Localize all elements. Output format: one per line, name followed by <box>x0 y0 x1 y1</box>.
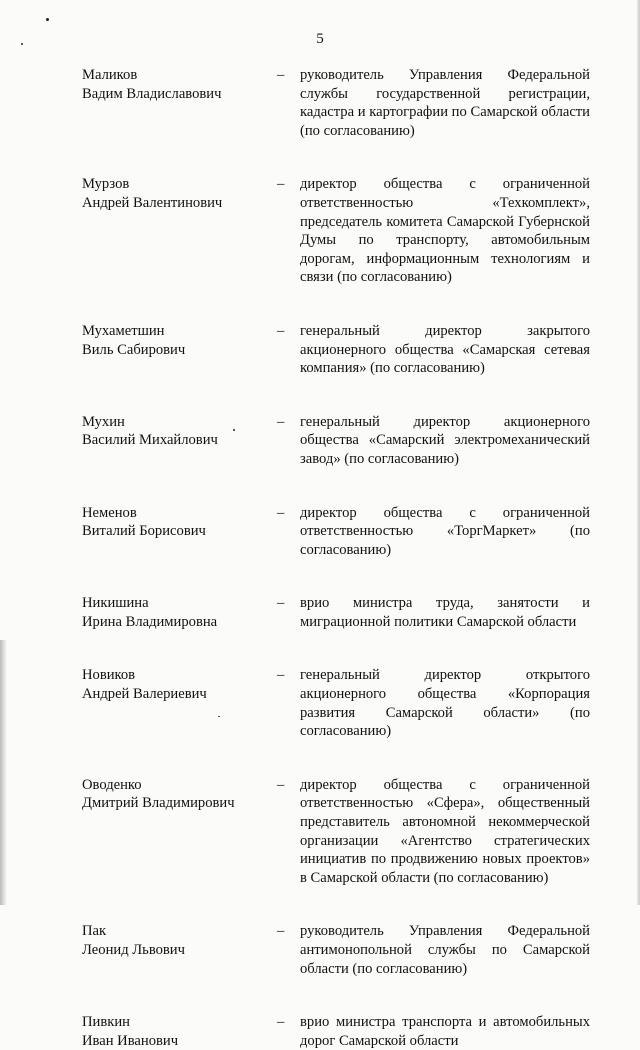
dash: – <box>277 67 285 83</box>
list-item <box>82 920 590 978</box>
given-names: Вадим Владиславович <box>82 85 222 102</box>
dash: – <box>277 1014 285 1031</box>
surname: Новиков <box>82 667 136 684</box>
surname: Оводенко <box>82 776 142 793</box>
scan-speck <box>46 18 49 21</box>
list-item <box>82 1011 590 1050</box>
list-item <box>82 173 590 287</box>
surname: Никишина <box>82 595 149 612</box>
person-name <box>82 66 272 103</box>
surname: Маликов <box>82 67 138 83</box>
position-description: врио министра транспорта и автомобильных дорог Самарской области <box>300 1014 590 1049</box>
scan-shadow <box>0 640 7 905</box>
position-description: генеральный директор закрытого акционерного общества «Самарская сетевая компания» (по согласованию) <box>300 322 590 377</box>
dash: – <box>277 322 285 339</box>
position-description: руководитель Управления Федеральной антимонопольной службы по Самарской области (по согласованию) <box>300 923 590 977</box>
person-name <box>82 666 272 703</box>
given-names: Ирина Владимировна <box>82 613 218 630</box>
position-description: директор общества с ограниченной ответственностью «Техкомплект», председатель комитета Самарской Губернской Думы по транспорту, автомобильным дорогам, информационным технологиям и связи (по согласованию) <box>300 176 590 286</box>
person-name <box>82 413 272 450</box>
dash: – <box>277 776 285 793</box>
surname: Неменов <box>82 504 137 521</box>
list-item <box>82 64 590 140</box>
surname: Мухаметшин <box>82 322 165 339</box>
person-name <box>82 594 272 631</box>
position-description: врио министра труда, занятости и миграционной политики Самарской области <box>300 595 590 630</box>
position-description: генеральный директор акционерного общества «Самарский электромеханический завод» (по согласованию) <box>300 413 590 467</box>
given-names: Иван Иванович <box>82 1032 179 1049</box>
person-name <box>82 504 272 541</box>
person-name <box>82 776 272 813</box>
dash: – <box>277 176 285 193</box>
person-name <box>82 322 272 359</box>
given-names: Дмитрий Владимирович <box>82 795 235 812</box>
surname: Пивкин <box>82 1014 130 1031</box>
page-number: 5 <box>316 31 324 47</box>
list-item <box>82 664 590 740</box>
given-names: Андрей Валентинович <box>82 194 223 211</box>
given-names: Андрей Валериевич <box>82 686 207 703</box>
position-description: директор общества с ограниченной ответственностью «ТоргМаркет» (по согласованию) <box>300 504 590 558</box>
person-name <box>82 175 272 212</box>
list-item <box>82 592 590 631</box>
person-name <box>82 922 272 959</box>
scan-speck <box>218 716 220 717</box>
surname: Мухин <box>82 413 125 430</box>
scan-speck <box>233 429 235 431</box>
position-description: генеральный директор открытого акционерного общества «Корпорация развития Самарской области» (по согласованию) <box>300 667 590 740</box>
dash: – <box>277 595 285 612</box>
dash: – <box>277 504 285 521</box>
person-name <box>82 1013 272 1050</box>
position-description: директор общества с ограниченной ответственностью «Сфера», общественный представитель автономной некоммерческой организации «Агентство стратегических инициатив по продвижению новых проектов» в Самарской области (по согласованию) <box>300 776 590 886</box>
position-description: руководитель Управления Федеральной службы государственной регистрации, кадастра и картографии по Самарской области (по согласованию) <box>300 67 590 139</box>
given-names: Леонид Львович <box>82 942 185 958</box>
surname: Пак <box>82 923 107 940</box>
scan-speck <box>21 43 23 45</box>
list-item <box>82 502 590 560</box>
dash: – <box>277 923 285 940</box>
dash: – <box>277 413 285 430</box>
surname: Мурзов <box>82 176 130 193</box>
member-list <box>82 64 590 1050</box>
given-names: Виталий Борисович <box>82 523 206 540</box>
list-item <box>82 320 590 378</box>
list-item <box>82 774 590 888</box>
list-item <box>82 411 590 469</box>
given-names: Виль Сабирович <box>82 341 186 358</box>
dash: – <box>277 667 285 684</box>
given-names: Василий Михайлович <box>82 432 218 449</box>
